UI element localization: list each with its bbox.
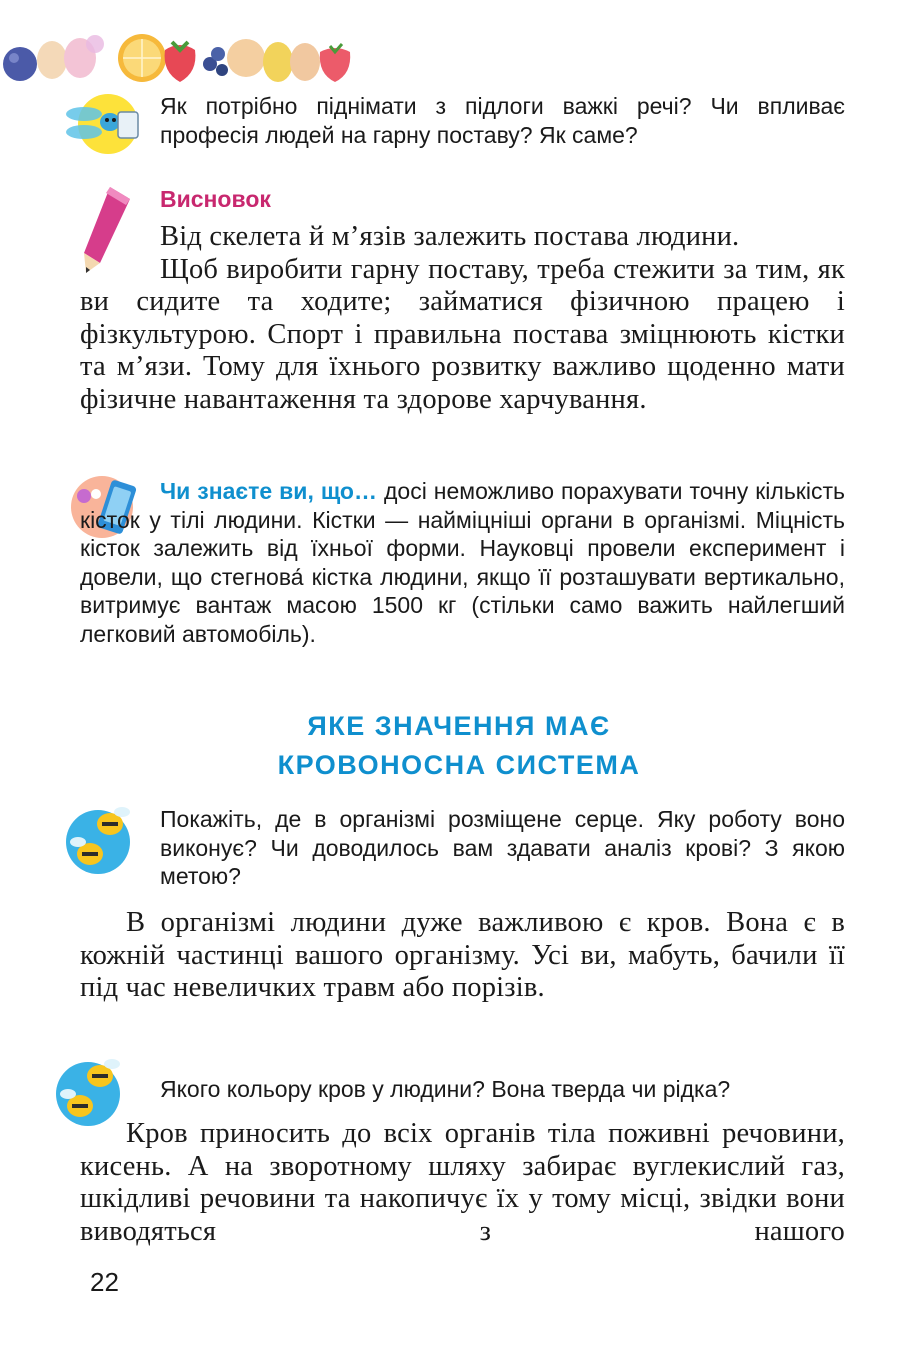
paragraph-1-text: В організмі людини дуже важливою є кров. Вона є в кожній частинці вашого організму. Усі ви, мабуть, бачили її під час невеличких травм або порізів. — [80, 907, 845, 1003]
conclusion-line-2 — [0, 254, 845, 417]
conclusion-heading: Висновок — [160, 186, 271, 212]
question-3-text: Якого кольору кров у людини? Вона тверда чи рідка? — [160, 1076, 731, 1102]
section-title-line-1: ЯКЕ ЗНАЧЕННЯ МАЄ — [307, 711, 611, 741]
fruit-banner-decoration — [0, 22, 360, 84]
did-you-know-lead: Чи знаєте ви, що… — [160, 478, 377, 504]
section-title-line-2: КРОВОНОСНА СИСТЕМА — [277, 750, 641, 780]
question-1-text: Як потрібно піднімати з підлоги важкі речі? Чи впливає професія людей на гарну поставу? Як саме? — [160, 93, 845, 148]
conclusion-text — [80, 221, 845, 416]
paragraph-2-text: Кров приносить до всіх органів тіла поживні речовини, кисень. А на зворотному шляху забирає вуглекислий газ, шкідливі речовини та накопичує їх у тому місці, звідки вони виводяться з нашого — [80, 1118, 845, 1247]
conclusion-body: Щоб виробити гарну поставу, треба стежити за тим, як ви сидите та ходите; займатися фізичною працею і фізкультурою. Спорт і правильна постава зміцнюють кістки та м’язи. Тому для їхнього розвитку важливо щоденно мати фізичне навантаження та здорове харчування. — [80, 253, 845, 415]
paragraph-2 — [80, 1118, 845, 1248]
did-you-know-text — [80, 477, 845, 648]
page-number: 22 — [90, 1267, 119, 1297]
paragraph-1 — [80, 907, 845, 1005]
question-2-text: Покажіть, де в організмі розміщене серце. Яку роботу воно виконує? Чи доводилось вам здавати аналіз крові? З якою метою? — [160, 806, 845, 889]
did-you-know-body: досі неможливо порахувати точну кількість кісток у тілі людини. Кістки — найміцніші органи в організмі. Міцність кісток залежить від їхньої форми. Науковці провели експеримент і довели, що стегнова́ кістка людини, якщо її розташувати вертикально, витримує вантаж масою 1500 кг (стільки само важить найлегший легковий автомобіль). — [80, 478, 845, 647]
conclusion-line-1: Від скелета й м’язів залежить постава людини. — [160, 221, 740, 252]
